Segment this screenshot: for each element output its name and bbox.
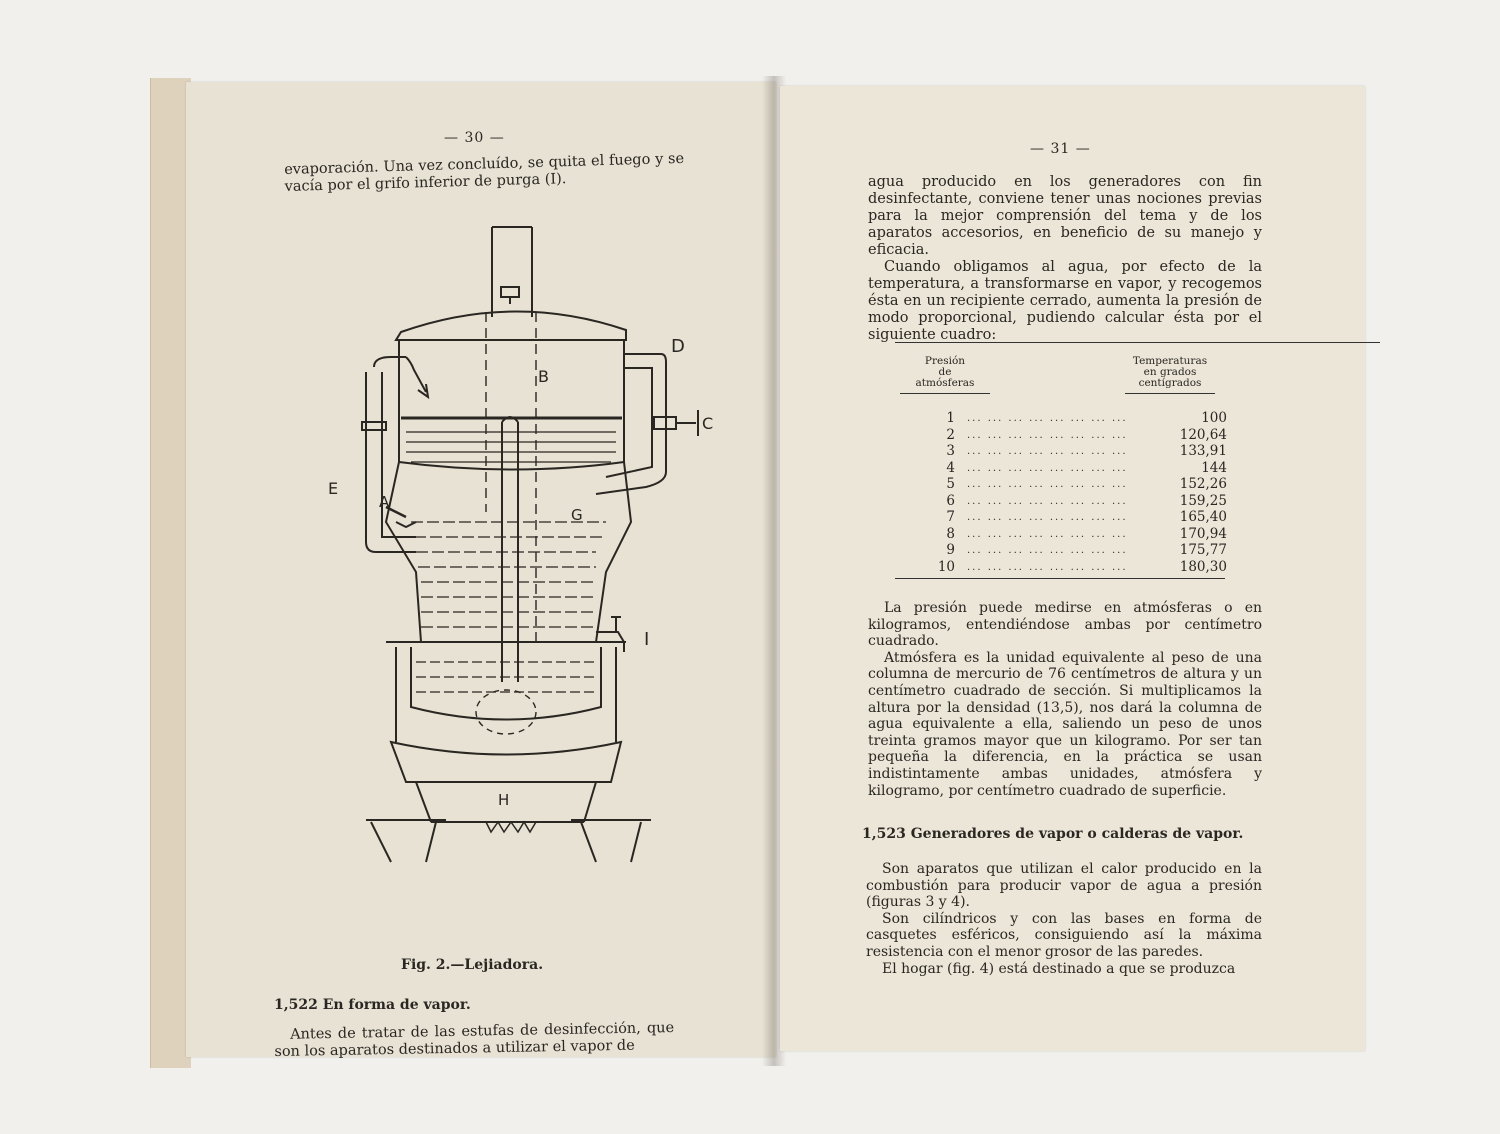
leader-dots: ... ... ... ... ... ... ... ... (967, 479, 1128, 490)
label-e: E (328, 479, 339, 498)
table-row (895, 410, 1380, 427)
leader-dots: ... ... ... ... ... ... ... ... (967, 429, 1128, 441)
table-row (895, 559, 1380, 576)
label-d: D (671, 336, 685, 357)
cell-temperature: 144 (1201, 459, 1227, 476)
table-row (895, 509, 1380, 526)
paragraph-4: Atmósfera es la unidad equivalente al peso de una columna de mercurio de 76 centímetros de altura y un centímetro cuadrado de sección. Si multiplicamos la altura por la densidad (13,5), nos dará la columna de agua equivalente a ella, saliendo un peso de unos treinta gramos mayor que un kilogramo. Por ser tan pequeña la diferencia, en la práctica se usan indistintamente ambas unidades, atmósfera y kilogramo, por centímetro cuadrado de superficie. (868, 649, 1262, 799)
label-h: H (498, 791, 510, 809)
cell-atmospheres: 10 (937, 558, 955, 575)
label-a: A (379, 493, 390, 511)
cell-temperature: 170,94 (1179, 525, 1227, 542)
left-section-paragraph: Antes de tratar de las estufas de desinfección, que son los aparatos destinados a utilizar el vapor de (274, 1020, 675, 1060)
leader-dots: ... ... ... ... ... ... ... ... (967, 528, 1128, 540)
header-temperature-line-3: centígrados (1138, 377, 1202, 389)
header-pressure-line-3: atmósferas (915, 377, 975, 389)
paragraph-6: Son cilíndricos y con las bases en forma de casquetes esféricos, consiguiendo así la máxima resistencia con el menor grosor de las paredes. (866, 910, 1262, 960)
left-section-text (274, 1020, 675, 1061)
label-g: G (571, 506, 583, 524)
right-bottom-text (866, 861, 1262, 977)
open-book (150, 76, 1365, 1066)
right-lower-text (868, 600, 1262, 799)
faucet-a (396, 522, 416, 527)
table-row (895, 526, 1380, 543)
leader-dots: ... ... ... ... ... ... ... ... (967, 462, 1128, 474)
right-top-text (868, 174, 1262, 344)
chimney (492, 227, 532, 317)
table-row (895, 427, 1380, 444)
header-pressure (900, 356, 990, 394)
cell-temperature: 120,64 (1179, 426, 1227, 443)
cell-atmospheres: 4 (946, 459, 955, 476)
cell-atmospheres: 5 (946, 476, 955, 492)
stove (391, 742, 621, 782)
table-row (895, 476, 1380, 493)
cell-temperature: 165,40 (1179, 509, 1227, 525)
label-c: C (702, 414, 714, 433)
leader-dots: ... ... ... ... ... ... ... ... (967, 512, 1128, 523)
left-section-heading: 1,522 En forma de vapor. (274, 997, 471, 1013)
header-pressure-line-2: de (938, 366, 952, 378)
cone-water-hatching (411, 522, 606, 627)
left-page-number: — 30 — (444, 130, 505, 146)
leader-dots: ... ... ... ... ... ... ... ... (967, 495, 1128, 507)
left-intro-paragraph: evaporación. Una vez concluído, se quita el fuego y se vacía por el grifo inferior de purga (I). (284, 150, 685, 195)
cell-temperature: 159,25 (1179, 492, 1227, 509)
table-row (895, 443, 1380, 460)
cell-atmospheres: 9 (946, 542, 955, 558)
cell-temperature: 180,30 (1179, 558, 1227, 575)
figure-caption: Fig. 2.—Lejiadora. (401, 957, 544, 973)
cell-temperature: 175,77 (1179, 542, 1227, 558)
center-dashed-line (486, 312, 536, 642)
header-temperature-line-1: Temperaturas (1132, 355, 1208, 367)
table-top-rule (895, 342, 1380, 343)
leader-dots: ... ... ... ... ... ... ... ... (967, 545, 1128, 556)
lejiadora-figure (266, 222, 714, 862)
lid-knob (501, 287, 519, 297)
lid (396, 311, 626, 340)
leader-dots: ... ... ... ... ... ... ... ... (967, 561, 1128, 573)
cell-atmospheres: 7 (946, 509, 955, 525)
header-temperature (1125, 356, 1215, 394)
right-page-number: — 31 — (1030, 141, 1091, 157)
cell-atmospheres: 3 (946, 443, 955, 459)
paragraph-5: Son aparatos que utilizan el calor producido en la combustión para producir vapor de agua a presión (figuras 3 y 4). (866, 861, 1262, 911)
table-row (895, 493, 1380, 510)
burner-dashed (476, 690, 536, 734)
cell-temperature: 133,91 (1179, 443, 1227, 459)
inner-pot (411, 647, 601, 720)
table-row (895, 542, 1380, 559)
leader-dots: ... ... ... ... ... ... ... ... (967, 413, 1128, 424)
label-i: I (644, 629, 650, 650)
header-pressure-line-1: Presión (924, 355, 966, 367)
label-b: B (538, 367, 549, 386)
left-intro-text (284, 151, 685, 196)
cell-temperature: 100 (1201, 410, 1227, 426)
paragraph-7: El hogar (fig. 4) está destinado a que se produzca (882, 960, 1236, 977)
cell-atmospheres: 6 (946, 492, 955, 509)
faucet-i (596, 617, 624, 652)
upper-vessel (399, 340, 624, 470)
pressure-temperature-table (895, 342, 1380, 575)
paragraph-2: Cuando obligamos al agua, por efecto de la temperatura, a transformarse en vapor, y recogemos ésta en un recipiente cerrado, aumenta la presión de modo proporcional, pudiendo calcular ésta por el siguiente cuadro: (868, 259, 1262, 343)
right-pipe (596, 354, 666, 494)
paragraph-3: La presión puede medirse en atmósferas o en kilogramos, entendiéndose ambas por centímetro cuadrado. (868, 600, 1262, 650)
header-temperature-line-2: en grados (1143, 366, 1197, 378)
paragraph-1: agua producido en los generadores con fin desinfectante, conviene tener unas nociones previas para la mejor comprensión del tema y de los aparatos accesorios, en beneficio de su manejo y eficacia. (868, 174, 1262, 258)
cell-temperature: 152,26 (1179, 476, 1227, 492)
leader-dots: ... ... ... ... ... ... ... ... (967, 446, 1128, 457)
table-bottom-rule (895, 578, 1225, 579)
left-pipe (366, 357, 416, 552)
cell-atmospheres: 1 (946, 410, 955, 426)
upper-water-hatching (406, 432, 616, 462)
right-section-heading: 1,523 Generadores de vapor o calderas de vapor. (862, 826, 1244, 842)
cell-atmospheres: 2 (946, 426, 955, 443)
table-body (895, 410, 1380, 575)
book-cover-edge (150, 78, 191, 1068)
cell-atmospheres: 8 (946, 525, 955, 542)
left-page (186, 82, 776, 1060)
table-row (895, 460, 1380, 477)
flow-arrow (406, 357, 428, 397)
